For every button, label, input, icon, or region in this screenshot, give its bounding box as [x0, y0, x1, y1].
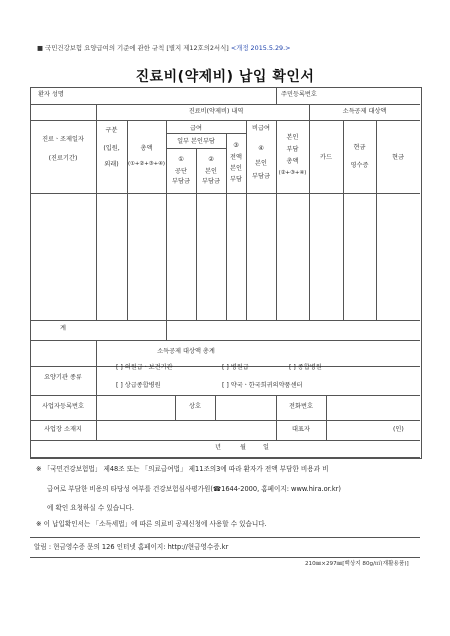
divider [30, 537, 420, 538]
total-label: 총액 [140, 145, 153, 152]
divider [276, 87, 277, 104]
deduction-header: 소득공제 대상액 [342, 108, 387, 115]
divider [215, 395, 216, 420]
facility-option-pharmacy[interactable]: [ ] 약국ㆍ한국희귀의약품센터 [222, 382, 303, 389]
document-title: 진료비(약제비) 납입 확인서 [135, 69, 315, 85]
details-header: 진료비(약제비) 내역 [188, 108, 244, 115]
service-date-label: 진료ㆍ조제일자 [42, 136, 84, 143]
regulation-text: ■ 국민건강보험 요양급여의 기준에 관한 규칙 [별지 제12호의2서식] [37, 44, 229, 52]
noncovered-header: 비급여 [252, 125, 270, 132]
full-self-pay-label: 전액 [230, 154, 242, 161]
full-self-pay-label-2: 본인 [230, 165, 242, 172]
category-label: 구분 [105, 127, 118, 134]
self-total-label-2: 부담 [286, 146, 299, 153]
facility-option-general-hospital[interactable]: [ ] 종합병원 [289, 364, 322, 371]
patient-name-field[interactable] [100, 89, 272, 102]
divider [30, 457, 420, 458]
deduction-total-label: 소득공제 대상액 총계 [157, 348, 215, 355]
business-name-label: 상호 [189, 403, 201, 410]
note-line-1: ※ 「국민건강보험법」 제48조 또는 「의료급여법」 제11조의3에 따라 환자가 전액 부담한 비용과 비 [36, 465, 329, 473]
category-outpatient-label: 외래) [104, 161, 119, 168]
regulation-header [37, 45, 290, 51]
cash-receipt-label: 현금 [353, 144, 366, 151]
patient-share-label-2: 부담금 [202, 178, 220, 185]
covered-header: 급여 [190, 125, 202, 132]
service-period-label: (진료기간) [48, 155, 78, 162]
divider [276, 395, 277, 440]
full-self-pay-number: ③ [233, 142, 239, 149]
note-line-4: ※ 이 납입확인서는 「소득세법」에 따른 의료비 공제신청에 사용할 수 있습니다. [36, 520, 267, 528]
patient-share-number: ② [208, 156, 214, 163]
full-self-pay-label-3: 부담 [230, 176, 242, 183]
cash-receipt-notice: 알림 : 현금영수증 문의 126 인터넷 홈페이지: http://현금영수증.kr [34, 543, 229, 551]
divider [30, 104, 420, 105]
divider [30, 320, 420, 321]
business-number-field[interactable] [98, 397, 173, 418]
seal-label: (인) [393, 426, 404, 433]
facility-option-tertiary-hospital[interactable]: [ ] 상급종합병원 [116, 382, 161, 389]
representative-field[interactable] [328, 422, 388, 439]
insurer-share-label-2: 부담금 [172, 178, 190, 185]
sum-label: 계 [60, 325, 66, 332]
phone-label: 전화번호 [289, 403, 313, 410]
divider [30, 440, 420, 441]
patient-rrn-label: 주민등록번호 [281, 91, 317, 98]
noncovered-number: ④ [258, 145, 264, 152]
divider [326, 395, 327, 440]
noncovered-label-2: 부담금 [252, 173, 270, 180]
self-total-formula: (②+③+④) [278, 170, 307, 176]
insurer-share-number: ① [178, 156, 184, 163]
patient-name-label: 환자 성명 [38, 91, 64, 98]
revision-date: <개정 2015.5.29.> [230, 44, 291, 52]
copay-header: 일부 본인부담 [177, 138, 215, 145]
divider [30, 557, 420, 558]
date-day-label: 일 [263, 444, 269, 451]
business-name-field[interactable] [217, 397, 274, 418]
facility-type-label: 요양기관 종류 [44, 374, 82, 381]
address-label: 사업장 소재지 [44, 426, 82, 433]
note-line-3: 에 확인 요청하실 수 있습니다. [47, 504, 134, 512]
divider [166, 133, 246, 134]
total-formula: (①+②+③+④) [127, 161, 166, 167]
phone-field[interactable] [328, 397, 418, 418]
business-number-label: 사업자등록번호 [42, 403, 84, 410]
self-total-label: 본인 [286, 134, 299, 141]
note-line-2: 급여로 부담한 비용의 타당성 여부를 건강보험심사평가원(☎1644-2000, 홈페이지: www.hira.or.kr) [47, 485, 341, 493]
self-total-label-3: 총액 [286, 158, 299, 165]
divider [30, 420, 420, 421]
date-month-label: 월 [240, 444, 246, 451]
representative-label: 대표자 [292, 426, 310, 433]
patient-share-label: 본인 [205, 168, 217, 175]
divider [30, 340, 420, 341]
date-year-label: 년 [215, 444, 221, 451]
cash-receipt-label-2: 영수증 [350, 162, 369, 169]
patient-rrn-field[interactable] [330, 89, 416, 102]
facility-option-clinic[interactable]: [ ] 의원급ㆍ보건기관 [116, 364, 173, 371]
paper-spec: 210㎜×297㎜[백상지 80g/㎡(재활용품)] [305, 561, 409, 567]
facility-option-hospital[interactable]: [ ] 병원급 [222, 364, 249, 371]
card-label: 카드 [320, 154, 332, 161]
noncovered-label: 본인 [255, 160, 267, 167]
cash-label: 현금 [392, 154, 404, 161]
divider [30, 120, 420, 121]
divider [30, 395, 420, 396]
address-field[interactable] [98, 422, 274, 439]
insurer-share-label: 공단 [175, 168, 187, 175]
divider [96, 395, 97, 440]
category-inpatient-label: (입원, [103, 145, 120, 152]
detail-entry-area[interactable] [31, 194, 419, 319]
